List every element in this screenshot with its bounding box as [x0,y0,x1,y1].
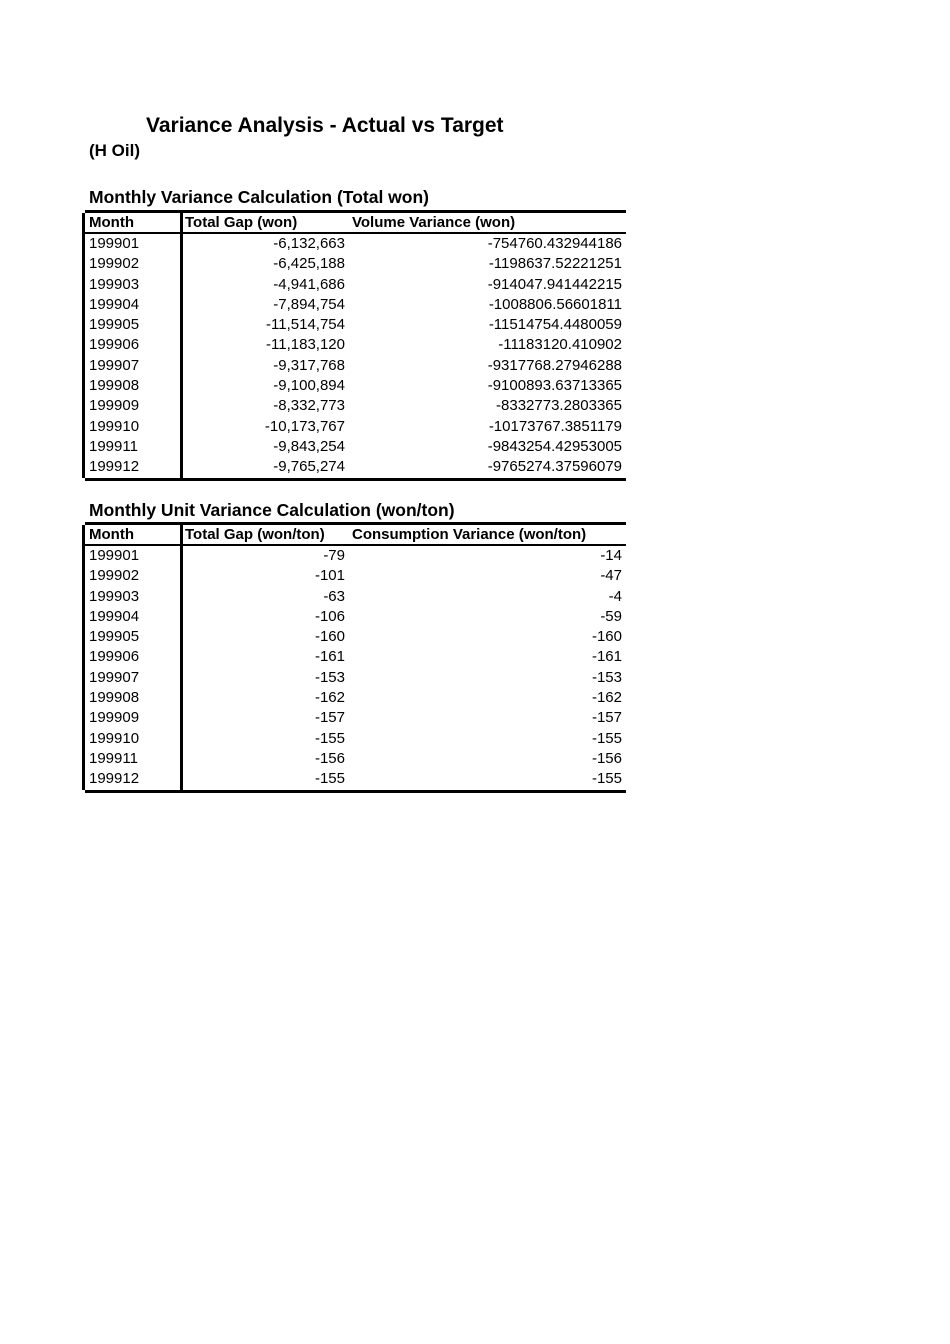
cell-total-gap: -155 [314,770,345,788]
table-row [85,437,626,457]
table-header-row [85,213,626,234]
cell-month: 199908 [89,689,140,707]
cell-total-gap: -156 [314,749,345,767]
cell-month: 199903 [89,275,140,293]
cell-variance: -8332773.2803365 [496,397,622,415]
cell-variance: -9843254.42953005 [487,437,622,455]
page-subtitle: (H Oil) [89,141,140,160]
cell-variance: -9765274.37596079 [487,458,622,476]
table-row [85,315,626,335]
cell-variance: -1198637.52221251 [488,255,622,273]
cell-total-gap: -9,765,274 [273,458,345,476]
cell-total-gap: -8,332,773 [273,397,345,415]
cell-month: 199905 [89,316,140,334]
cell-month: 199910 [89,417,140,435]
cell-variance: -9317768.27946288 [487,356,622,374]
cell-total-gap: -11,514,754 [266,316,345,334]
table-row [85,566,626,586]
cell-month: 199907 [89,356,140,374]
table-row [85,647,626,667]
cell-month: 199912 [89,770,140,788]
cell-variance: -9100893.63713365 [487,377,622,395]
table-row [85,335,626,355]
cell-month: 199901 [89,235,140,252]
cell-total-gap: -101 [314,567,345,585]
table-row [85,457,626,477]
cell-month: 199905 [89,628,140,646]
cell-total-gap: -161 [314,648,345,666]
table1-title: Monthly Variance Calculation (Total won) [89,187,429,207]
cell-variance: -47 [600,567,622,585]
cell-month: 199906 [89,648,140,666]
cell-month: 199910 [89,729,140,747]
table-header-row [85,525,626,546]
cell-month: 199902 [89,567,140,585]
cell-total-gap: -7,894,754 [273,295,345,313]
cell-total-gap: -153 [314,668,345,686]
table-row [85,729,626,749]
table-row [85,356,626,376]
table-row [85,396,626,416]
cell-month: 199904 [89,295,140,313]
cell-total-gap: -10,173,767 [264,417,345,435]
cell-total-gap: -6,132,663 [273,235,345,252]
cell-total-gap: -162 [314,689,345,707]
header-total-gap: Total Gap (won/ton) [185,526,325,543]
cell-total-gap: -106 [314,607,345,625]
cell-month: 199901 [89,547,140,564]
cell-variance: -155 [591,729,622,747]
cell-variance: -754760.432944186 [487,235,622,252]
table-row [85,295,626,315]
table-row [85,627,626,647]
cell-variance: -162 [591,689,622,707]
table-row [85,234,626,254]
cell-variance: -1008806.56601811 [488,295,622,313]
cell-total-gap: -9,843,254 [273,437,345,455]
table-row [85,749,626,769]
cell-month: 199909 [89,397,140,415]
cell-total-gap: -4,941,686 [273,275,345,293]
cell-total-gap: -157 [314,709,345,727]
cell-month: 199907 [89,668,140,686]
cell-month: 199911 [89,437,138,455]
cell-variance: -153 [591,668,622,686]
table-row [85,769,626,789]
cell-variance: -4 [608,587,622,605]
variance-table-total [85,210,626,481]
cell-total-gap: -11,183,120 [266,336,345,354]
cell-total-gap: -6,425,188 [273,255,345,273]
variance-table-unit [85,522,626,793]
cell-month: 199912 [89,458,140,476]
page-title: Variance Analysis - Actual vs Target [146,114,504,137]
cell-total-gap: -9,317,768 [273,356,345,374]
header-total-gap: Total Gap (won) [185,214,298,231]
cell-month: 199908 [89,377,140,395]
cell-total-gap: -155 [314,729,345,747]
cell-total-gap: -9,100,894 [273,377,345,395]
cell-variance: -914047.941442215 [487,275,622,293]
table-row [85,254,626,274]
cell-variance: -11183120.410902 [498,336,622,354]
cell-month: 199911 [89,749,138,767]
cell-variance: -160 [591,628,622,646]
table-row [85,587,626,607]
cell-month: 199902 [89,255,140,273]
cell-month: 199906 [89,336,140,354]
cell-variance: -161 [591,648,622,666]
table-row [85,376,626,396]
table-row [85,708,626,728]
header-month: Month [89,214,134,231]
cell-variance: -156 [591,749,622,767]
table-row [85,275,626,295]
table-row [85,668,626,688]
table-row [85,688,626,708]
cell-variance: -157 [591,709,622,727]
table-row [85,417,626,437]
cell-total-gap: -63 [323,587,345,605]
cell-variance: -155 [591,770,622,788]
cell-total-gap: -79 [323,547,345,564]
header-month: Month [89,526,134,543]
cell-month: 199903 [89,587,140,605]
cell-variance: -59 [600,607,622,625]
table-row [85,546,626,566]
cell-variance: -10173767.3851179 [488,417,622,435]
table-row [85,607,626,627]
cell-total-gap: -160 [314,628,345,646]
cell-variance: -14 [600,547,622,564]
header-volume-variance: Volume Variance (won) [352,214,516,231]
header-consumption-variance: Consumption Variance (won/ton) [352,526,587,543]
cell-month: 199904 [89,607,140,625]
table2-title: Monthly Unit Variance Calculation (won/ton) [89,500,455,520]
cell-month: 199909 [89,709,140,727]
cell-variance: -11514754.4480059 [488,316,622,334]
